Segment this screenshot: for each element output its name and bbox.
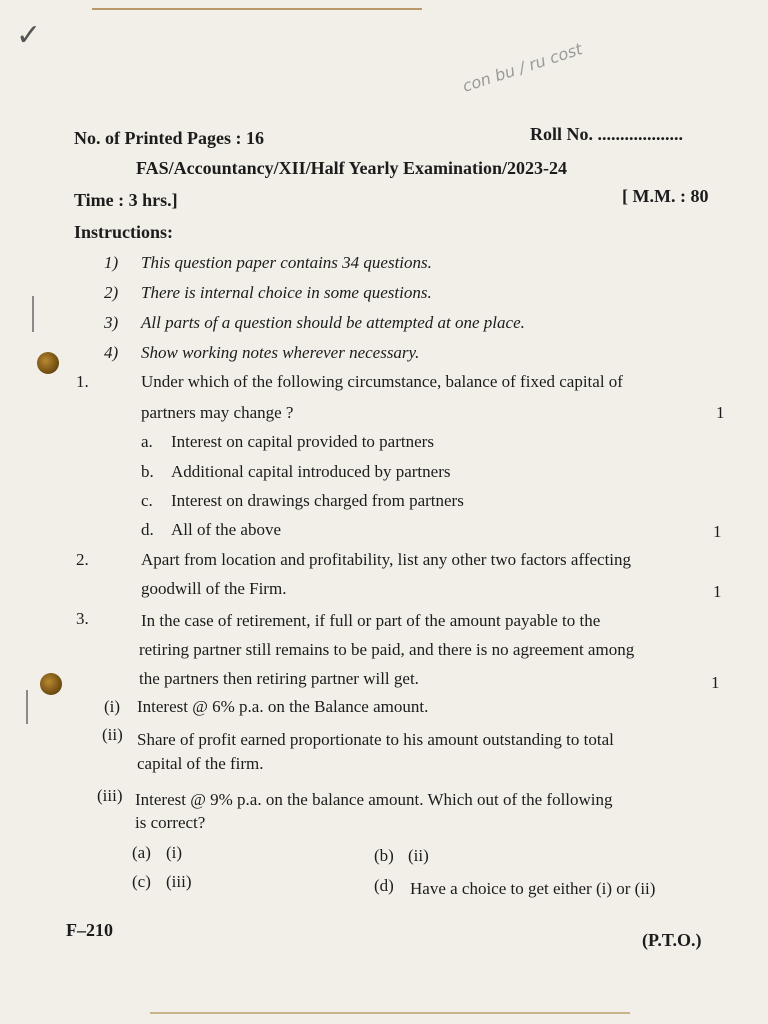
statement-text: Interest @ 6% p.a. on the Balance amount. [137, 697, 429, 716]
instruction-num: 3) [104, 313, 119, 332]
question-text: Under which of the following circumstance, balance of fixed capital of [141, 372, 623, 391]
instruction-text: There is internal choice in some questions. [141, 283, 432, 302]
option-label: b. [141, 462, 154, 481]
max-marks: [ M.M. : 80 [622, 186, 709, 206]
bottom-edge-line [150, 1012, 630, 1014]
statement-text: Interest @ 9% p.a. on the balance amount. Which out of the following [135, 790, 613, 809]
choice-text: (i) [166, 843, 183, 862]
punch-hole [40, 673, 62, 695]
instruction-num: 1) [104, 253, 119, 272]
check-mark-icon: ✓ [16, 18, 42, 53]
question-text: partners may change ? [141, 403, 294, 422]
option-text: Additional capital introduced by partners [171, 462, 451, 481]
option-label: d. [141, 520, 154, 539]
instruction-num: 2) [104, 283, 119, 302]
question-text: goodwill of the Firm. [141, 579, 287, 598]
margin-mark [32, 296, 34, 332]
question-number: 3. [76, 609, 89, 628]
statement-text: capital of the firm. [137, 754, 264, 773]
question-text: retiring partner still remains to be paid, and there is no agreement among [139, 640, 635, 659]
option-text: Interest on capital provided to partners [171, 432, 434, 451]
instruction-num: 4) [104, 343, 119, 362]
instructions-heading: Instructions: [74, 222, 174, 242]
top-edge-line [92, 8, 422, 10]
question-number: 2. [76, 550, 89, 569]
statement-label: (ii) [102, 725, 123, 744]
please-turn-over: (P.T.O.) [642, 930, 702, 950]
statement-text: is correct? [135, 813, 206, 832]
question-text: In the case of retirement, if full or part of the amount payable to the [141, 611, 601, 630]
question-text: the partners then retiring partner will get. [139, 669, 419, 688]
exam-title: FAS/Accountancy/XII/Half Yearly Examination/2023-24 [136, 158, 567, 178]
question-marks: 1 [713, 582, 722, 601]
pencil-scribble: con bu / ru cost [460, 39, 585, 96]
question-marks: 1 [713, 522, 722, 541]
printed-pages: No. of Printed Pages : 16 [74, 128, 264, 148]
exam-time: Time : 3 hrs.] [74, 190, 178, 210]
question-marks: 1 [716, 403, 725, 422]
punch-hole [37, 352, 59, 374]
choice-text: Have a choice to get either (i) or (ii) [410, 879, 656, 898]
choice-label: (a) [132, 843, 151, 862]
instruction-text: This question paper contains 34 questions. [141, 253, 432, 272]
choice-text: (ii) [408, 846, 429, 865]
option-label: c. [141, 491, 153, 510]
question-text: Apart from location and profitability, list any other two factors affecting [141, 550, 632, 569]
choice-label: (b) [374, 846, 394, 865]
question-marks: 1 [711, 673, 720, 692]
statement-text: Share of profit earned proportionate to his amount outstanding to total [137, 730, 614, 749]
option-label: a. [141, 432, 153, 451]
instruction-text: All parts of a question should be attempted at one place. [141, 313, 525, 332]
roll-number: Roll No. ................... [530, 124, 683, 144]
option-text: All of the above [171, 520, 281, 539]
choice-text: (iii) [166, 872, 192, 891]
choice-label: (d) [374, 876, 394, 895]
paper-code: F–210 [66, 920, 113, 940]
choice-label: (c) [132, 872, 151, 891]
margin-mark [26, 690, 28, 724]
option-text: Interest on drawings charged from partners [171, 491, 464, 510]
statement-label: (i) [104, 697, 121, 716]
instruction-text: Show working notes wherever necessary. [141, 343, 420, 362]
statement-label: (iii) [97, 786, 123, 805]
question-number: 1. [76, 372, 89, 391]
